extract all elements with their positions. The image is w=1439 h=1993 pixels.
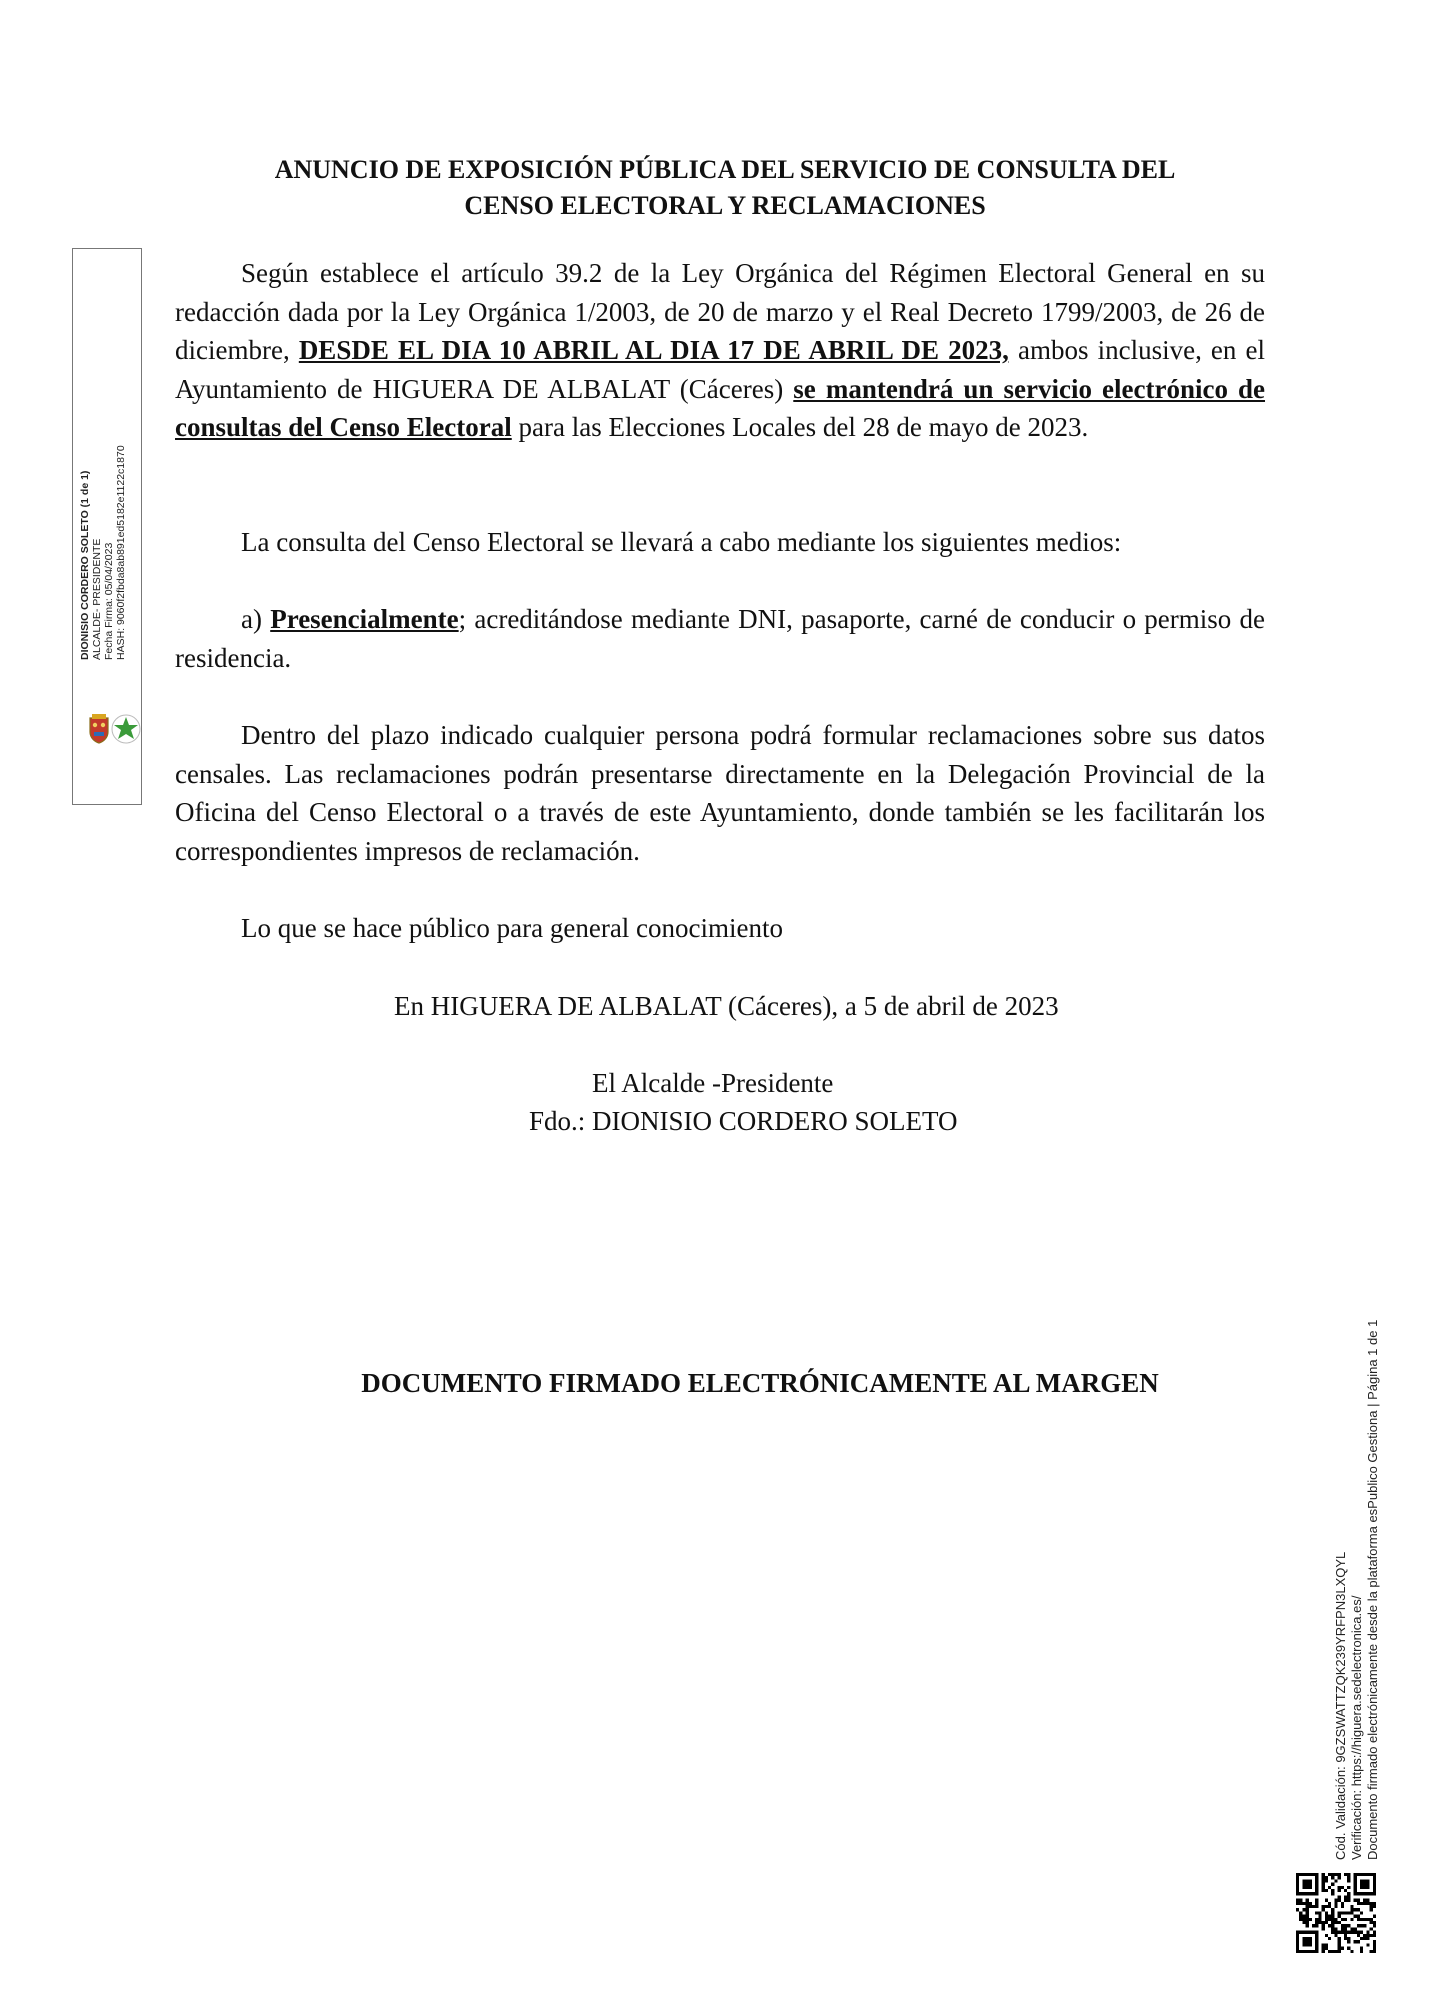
p1-service-highlight: se mantendrá un servicio electrónico de consultas del Censo Electoral bbox=[175, 373, 1266, 442]
electronic-signature-notice: DOCUMENTO FIRMADO ELECTRÓNICAMENTE AL MARGEN bbox=[361, 1368, 1159, 1398]
paragraph-consultation-means: La consulta del Censo Electoral se llevará a cabo mediante los siguientes medios: bbox=[241, 527, 1122, 557]
title-line-1: ANUNCIO DE EXPOSICIÓN PÚBLICA DEL SERVICIO DE CONSULTA DEL bbox=[274, 155, 1176, 184]
p1-text-c: para las Elecciones Locales del 28 de mayo de 2023. bbox=[511, 412, 1089, 442]
p1-text-a: Según establece el artículo 39.2 de la Ley Orgánica del Régimen Electoral General en su redacción dada por la Ley Orgánica 1/2003, de 20 de marzo y el Real Decreto 1799/2003, de 26 de diciembre, bbox=[175, 258, 1265, 365]
title-line-2: CENSO ELECTORAL Y RECLAMACIONES bbox=[464, 191, 986, 220]
p1-text-b: ambos inclusive, en el Ayuntamiento de HIGUERA DE ALBALAT (Cáceres) bbox=[175, 335, 1266, 404]
verification-block bbox=[1333, 1240, 1381, 1860]
paragraph-claims: Dentro del plazo indicado cualquier persona podrá formular reclamaciones sobre sus datos censales. Las reclamaciones podrán presentarse directamente en la Delegación Provincial de la Oficina del Censo Electoral o a través de este Ayuntamiento, donde también se les facilitarán los correspondientes impresos de reclamación. bbox=[175, 720, 1265, 866]
municipal-crest-icon bbox=[82, 712, 142, 746]
signer-role: El Alcalde -Presidente bbox=[592, 1068, 834, 1098]
p3-rest: ; acreditándose mediante DNI, pasaporte, carné de conducir o permiso de residencia. bbox=[175, 604, 1265, 673]
paragraph-in-person bbox=[175, 600, 1265, 677]
signature-details bbox=[79, 240, 127, 660]
qr-code-icon bbox=[1296, 1873, 1376, 1953]
green-star-logo-icon bbox=[112, 715, 140, 743]
validation-code: Cód. Validación: 9GZSWATTZQK239YRFPN3LXQYL bbox=[1333, 1551, 1348, 1860]
municipal-crest-icon-shape bbox=[90, 714, 108, 743]
signer-role-line: ALCALDE- PRESIDENTE bbox=[91, 538, 103, 660]
platform-note: Documento firmado electrónicamente desde la plataforma esPublico Gestiona | Página 1 de 1 bbox=[1365, 1319, 1380, 1860]
p3-prefix: a) bbox=[241, 604, 271, 634]
paragraph-legal-basis bbox=[175, 254, 1265, 447]
verification-url: Verificación: https://higuera.sedelectronica.es/ bbox=[1349, 1595, 1364, 1860]
signer-name: Fdo.: DIONISIO CORDERO SOLETO bbox=[529, 1106, 958, 1136]
hash-line: HASH: 9060f2fbda8ab891ed5182e1122c1870 bbox=[115, 445, 127, 660]
paragraph-public-notice: Lo que se hace público para general conocimiento bbox=[241, 913, 784, 943]
signer-line: DIONISIO CORDERO SOLETO (1 de 1) bbox=[79, 470, 91, 660]
sign-date-line: Fecha Firma: 05/04/2023 bbox=[103, 542, 115, 660]
p3-bold-term: Presencialmente bbox=[270, 604, 459, 634]
p1-dates-highlight: DESDE EL DIA 10 ABRIL AL DIA 17 DE ABRIL DE 2023, bbox=[298, 335, 1009, 365]
document-title bbox=[180, 152, 1270, 224]
place-date: En HIGUERA DE ALBALAT (Cáceres), a 5 de abril de 2023 bbox=[394, 991, 1059, 1021]
